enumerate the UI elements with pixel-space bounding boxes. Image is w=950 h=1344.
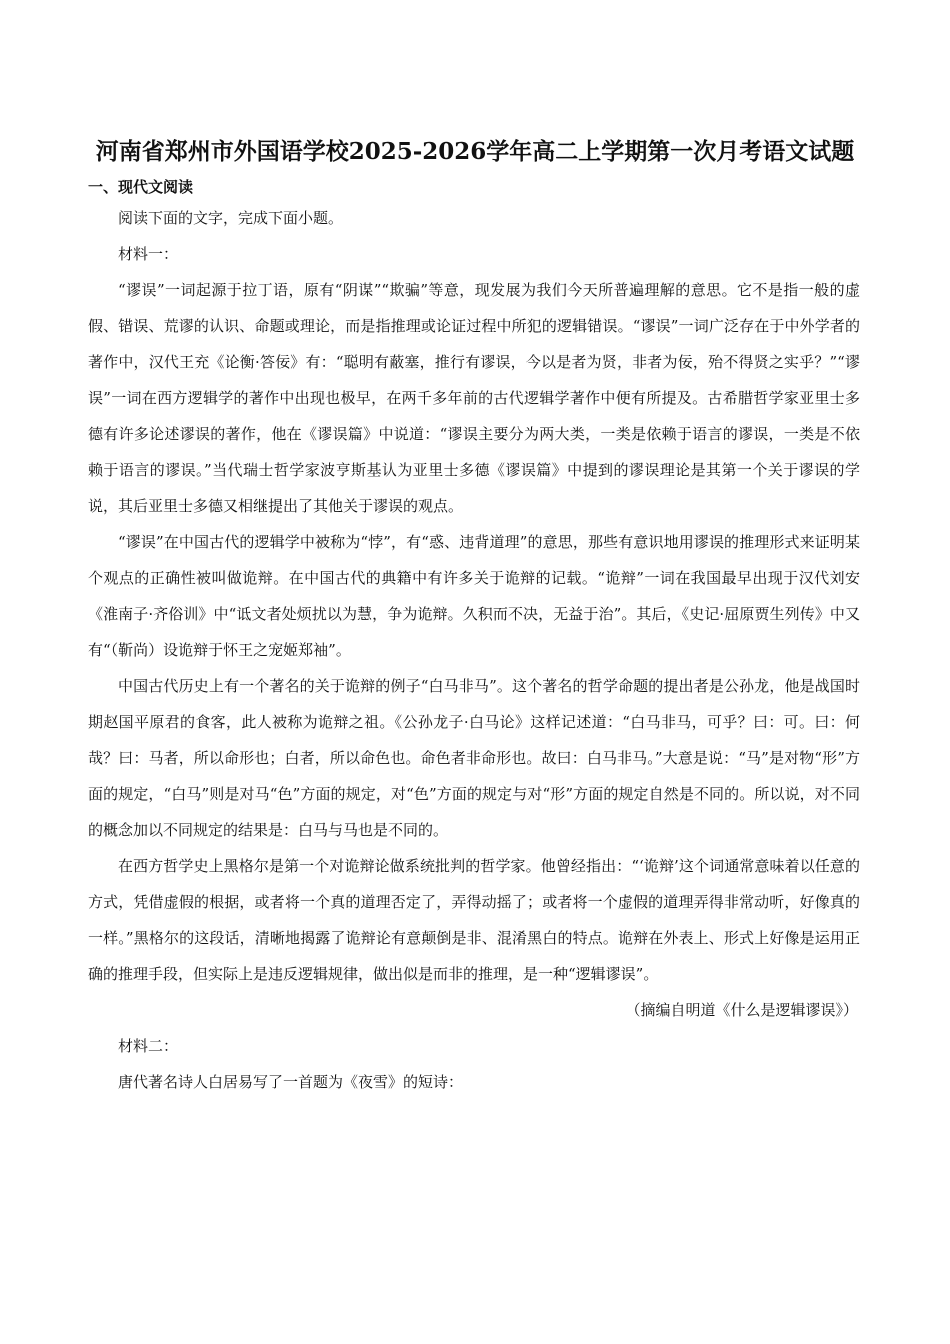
source-note: （摘编自明道《什么是逻辑谬误》） <box>625 1001 858 1019</box>
material-two-label: 材料二： <box>118 1037 179 1055</box>
material-two-intro: 唐代著名诗人白居易写了一首题为《夜雪》的短诗： <box>118 1073 464 1091</box>
document-body <box>88 200 860 1100</box>
paragraph: 中国古代历史上有一个著名的关于诡辩的例子“白马非马”。这个著名的哲学命题的提出者是公孙龙，他是战国时期赵国平原君的食客，此人被称为诡辩之祖。《公孙龙子·白马论》这样记述道：“白马非马，可乎？曰：可。曰：何哉？曰：马者，所以命形也；白者，所以命色也。命色者非命形也。故曰：白马非马。”大意是说：“马”是对物“形”方面的规定，“白马”则是对马“色”方面的规定，对“色”方面的规定与对“形”方面的规定自然是不同的。所以说，对不同的概念加以不同规定的结果是：白马与马也是不同的。 <box>88 677 860 839</box>
document-title: 河南省郑州市外国语学校2025-2026学年高二上学期第一次月考语文试题 <box>95 138 855 165</box>
instruction-text: 阅读下面的文字，完成下面小题。 <box>118 209 344 227</box>
paragraph: “谬误”在中国古代的逻辑学中被称为“悖”，有“惑、违背道理”的意思，那些有意识地用谬误的推理形式来证明某个观点的正确性被叫做诡辩。在中国古代的典籍中有许多关于诡辩的记载。“诡辩”一词在我国最早出现于汉代刘安《淮南子·齐俗训》中“诋文者处烦扰以为慧，争为诡辩。久积而不决，无益于治”。其后，《史记·屈原贾生列传》中又有“（靳尚）设诡辩于怀王之宠姬郑袖”。 <box>88 533 860 659</box>
paragraph: 在西方哲学史上黑格尔是第一个对诡辩论做系统批判的哲学家。他曾经指出：“‘诡辩’这个词通常意味着以任意的方式，凭借虚假的根据，或者将一个真的道理否定了，弄得动摇了；或者将一个虚假的道理弄得非常动听，好像真的一样。”黑格尔的这段话，清晰地揭露了诡辩论有意颠倒是非、混淆黑白的特点。诡辩在外表上、形式上好像是运用正确的推理手段，但实际上是违反逻辑规律，做出似是而非的推理，是一种“逻辑谬误”。 <box>88 857 860 983</box>
material-one-label: 材料一： <box>118 245 179 263</box>
section-heading: 一、现代文阅读 <box>88 178 194 196</box>
paragraph: “谬误”一词起源于拉丁语，原有“阴谋”“欺骗”等意，现发展为我们今天所普遍理解的意思。它不是指一般的虚假、错误、荒谬的认识、命题或理论，而是指推理或论证过程中所犯的逻辑错误。“谬误”一词广泛存在于中外学者的著作中，汉代王充《论衡·答佞》有：“聪明有蔽塞，推行有谬误，今以是者为贤，非者为佞，殆不得贤之实乎？”“谬误”一词在西方逻辑学的著作中出现也极早，在两千多年前的古代逻辑学著作中便有所提及。古希腊哲学家亚里士多德有许多论述谬误的著作，他在《谬误篇》中说道：“谬误主要分为两大类，一类是依赖于语言的谬误，一类是不依赖于语言的谬误。”当代瑞士哲学家波亨斯基认为亚里士多德《谬误篇》中提到的谬误理论是其第一个关于谬误的学说，其后亚里士多德又相继提出了其他关于谬误的观点。 <box>88 281 860 515</box>
